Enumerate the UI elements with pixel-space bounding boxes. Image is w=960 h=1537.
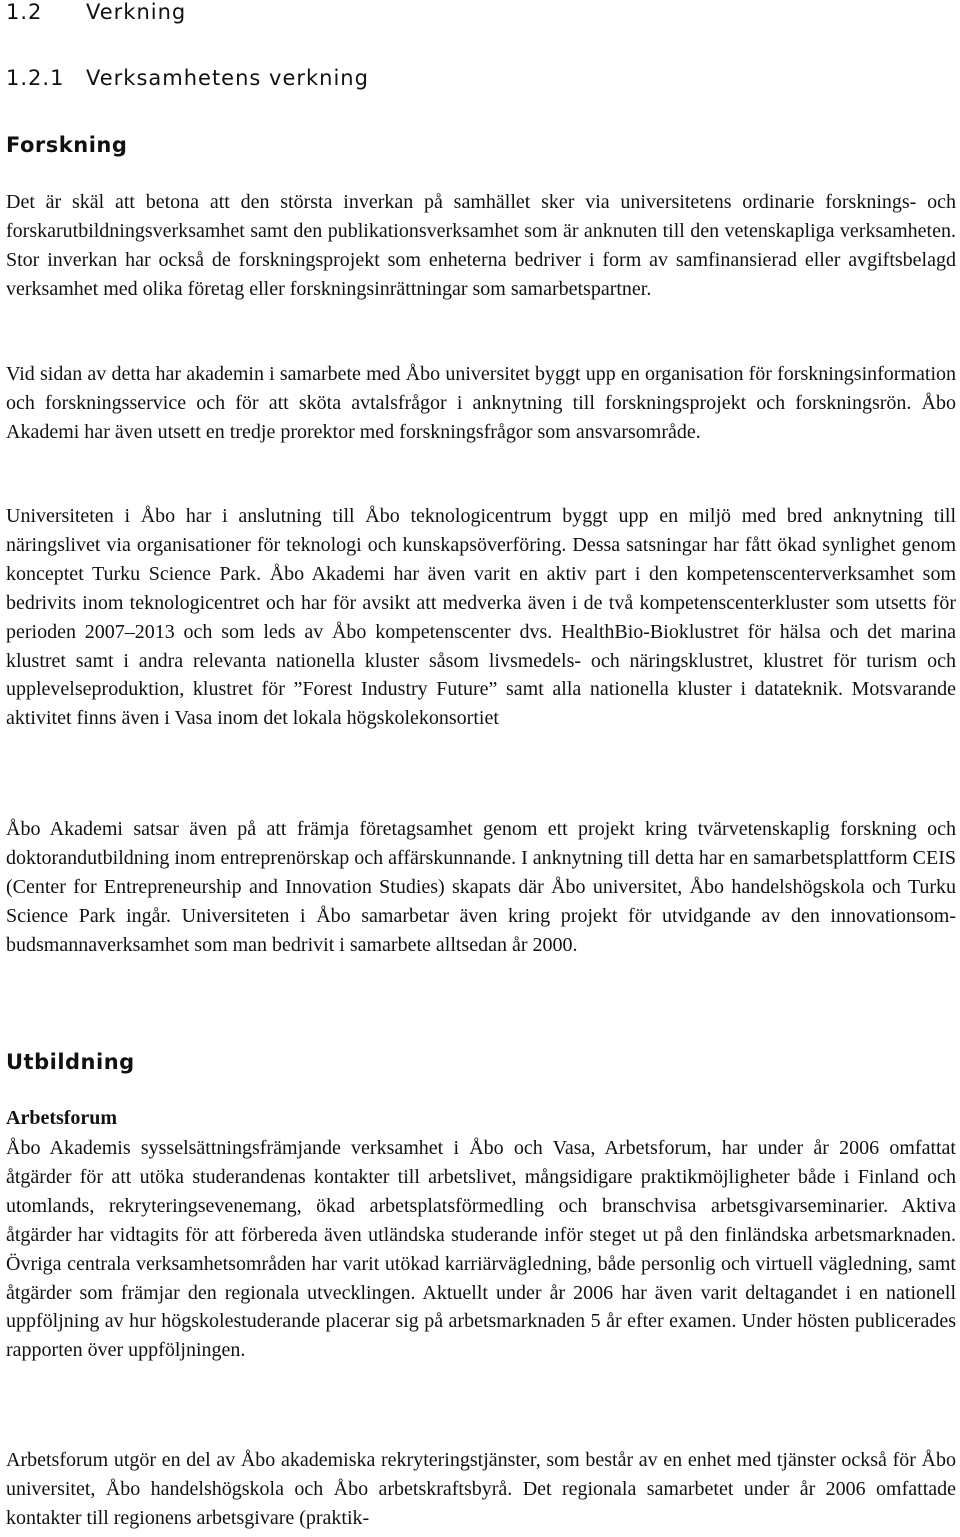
paragraph-forskning-3: Universiteten i Åbo har i anslutning till Åbo teknologicentrum byggt upp en miljö med bred anknytning till näringslivet via organisationer för teknologi och kunskapsöverföring. Dessa satsningar har fått ökad synlighet genom konceptet Turku Science Park. Åbo Akademi har även varit en aktiv part i den kompetenscenterverksamhet som bedrivits inom teknologicentret och har för avsikt att medverka även i de två kompetenscenterkluster som utsetts för perioden 2007–2013 och som leds av Åbo kompetenscenter dvs. HealthBio-Bioklustret för hälsa och det marina klustret samt i andra relevanta nationella kluster såsom livsmedels- och näringsklustret, klustret för turism och upplevelseproduktion, klustret för ”Forest Industry Future” samt alla nationella kluster i datateknik. Motsvarande aktivitet finns även i Vasa inom det lokala högskolekonsortiet	[6, 505, 956, 730]
section-title: Verksamhetens verkning	[86, 66, 369, 90]
heading-utbildning: Utbildning	[6, 1050, 135, 1074]
heading-forskning: Forskning	[6, 133, 128, 157]
section-number: 1.2	[6, 0, 43, 24]
paragraph-forskning-1: Det är skäl att betona att den största inverkan på samhället sker via universitetens ordinarie forsknings- och forskarutbildningsverksamhet samt den publikationsverksamhet som är anknuten till den vetenskapliga verksamheten. Stor inverkan har också de forskningsprojekt som enheterna bedriver i form av samfinansierad eller avgiftsbelagd verksamhet med olika företag eller forskningsinrättningar som samarbetspartner.	[6, 191, 956, 300]
paragraph-arbetsforum-2: Arbetsforum utgör en del av Åbo akademiska rekryteringstjänster, som består av en enhet med tjänster också för Åbo universitet, Åbo handelshögskola och Åbo arbetskraftsbyrå. Det regionala samarbetet under år 2006 omfattade kontakter till regionens arbetsgivare (praktik-	[6, 1449, 956, 1529]
section-title: Verkning	[86, 0, 187, 24]
section-number: 1.2.1	[6, 66, 65, 90]
paragraph-forskning-2: Vid sidan av detta har akademin i samarbete med Åbo universitet byggt upp en organisation för forskningsinformation och forskningsservice och för att sköta avtalsfrågor i anknytning till forskningsprojekt och forskningsrön. Åbo Akademi har även utsett en tredje prorektor med forskningsfrågor som ansvarsområde.	[6, 363, 956, 443]
paragraph-forskning-4: Åbo Akademi satsar även på att främja företagsamhet genom ett projekt kring tvärvetenskaplig forskning och doktorandutbildning inom entreprenörskap och affärskunnande. I anknytning till detta har en samarbetsplattform CEIS (Center for Entrepreneurship and Innovation Studies) skapats där Åbo universitet, Åbo handelshögskola och Turku Science Park ingår. Universiteten i Åbo samarbetar även kring projekt för utvidgande av den innovationsombudsmannaverksamhet som man bedrivit i samarbete alltsedan år 2000.	[6, 818, 956, 956]
paragraph-arbetsforum-1: Åbo Akademis sysselsättningsfrämjande verksamhet i Åbo och Vasa, Arbetsforum, har under år 2006 omfattat åtgärder för att utöka studerandenas kontakter till arbetslivet, mångsidigare praktikmöjligheter både i Finland och utomlands, rekryteringsevenemang, ökad arbetsplatsförmedling och branschvisa arbetsgivarseminarier. Aktiva åtgärder har vidtagits för att förbereda även utländska studerande inför steget ut på den finländska arbetsmarknaden. Övriga centrala verksamhetsområden har varit utökad karriärvägledning, både personlig och virtuell vägledning, samt åtgärder som främjar den regionala utvecklingen. Aktuellt under år 2006 har även varit deltagandet i en nationell uppföljning av hur högskolestuderande placerar sig på arbetsmarknaden 5 år efter examen. Under hösten publicerades rapporten över uppföljningen.	[6, 1137, 956, 1362]
section-heading-1-2	[6, 0, 956, 24]
section-heading-1-2-1	[6, 66, 956, 90]
heading-arbetsforum: Arbetsforum	[6, 1107, 118, 1129]
